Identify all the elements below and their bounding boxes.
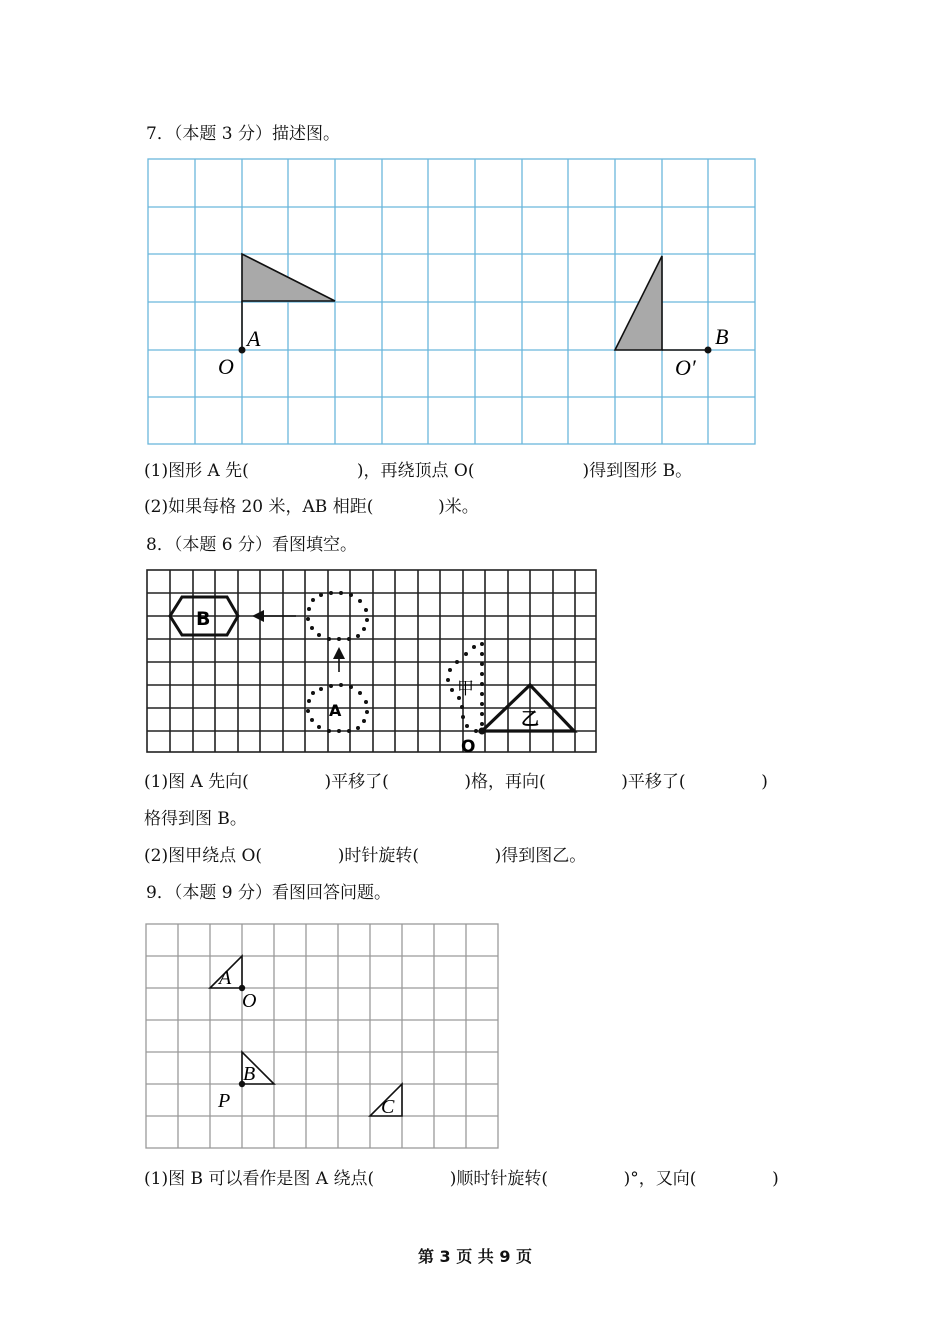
- label-yi: 乙: [521, 709, 539, 730]
- q7-grid: [148, 159, 755, 444]
- q9-grid: [146, 924, 498, 1148]
- point-o: [239, 347, 246, 354]
- q7-title: 7．（本题 3 分）描述图。: [146, 124, 340, 144]
- q8-question-1-cont: 格得到图 B。: [144, 809, 247, 829]
- label-a: A: [329, 701, 342, 720]
- label-a: A: [219, 967, 232, 989]
- arrow-up-head: [333, 647, 345, 659]
- q7-question-1: (1)图形 A 先( )，再绕顶点 O( )得到图形 B。: [144, 461, 693, 481]
- point-o: [479, 728, 486, 735]
- q9-question-1: (1)图 B 可以看作是图 A 绕点( )顺时针旋转( )°，又向( ): [144, 1169, 779, 1189]
- q9-title: 9．（本题 9 分）看图回答问题。: [146, 883, 391, 903]
- label-o-prime: O′: [675, 355, 696, 380]
- label-jia: 甲: [457, 679, 474, 699]
- q9-figure: [145, 922, 501, 1150]
- label-a: A: [247, 326, 261, 351]
- shape-b-triangle: [615, 256, 662, 350]
- q7-question-2: (2)如果每格 20 米，AB 相距( )米。: [144, 497, 479, 517]
- q7-figure: [147, 158, 757, 446]
- label-b: B: [243, 1063, 256, 1085]
- q8-question-2: (2)图甲绕点 O( )时针旋转( )得到图乙。: [144, 846, 587, 866]
- label-b: B: [715, 324, 729, 349]
- label-o: O: [461, 737, 476, 756]
- page-footer: 第 3 页 共 9 页: [417, 1247, 533, 1266]
- q8-title: 8．（本题 6 分）看图填空。: [146, 535, 357, 555]
- label-b: B: [196, 608, 211, 630]
- q8-question-1: (1)图 A 先向( )平移了( )格，再向( )平移了( ): [144, 772, 768, 792]
- label-c: C: [381, 1096, 395, 1118]
- arrow-left-head: [252, 610, 264, 622]
- label-o: O: [242, 990, 257, 1012]
- label-o: O: [218, 354, 234, 379]
- point-b: [705, 347, 712, 354]
- q8-figure: [146, 568, 598, 756]
- label-p: P: [218, 1090, 231, 1112]
